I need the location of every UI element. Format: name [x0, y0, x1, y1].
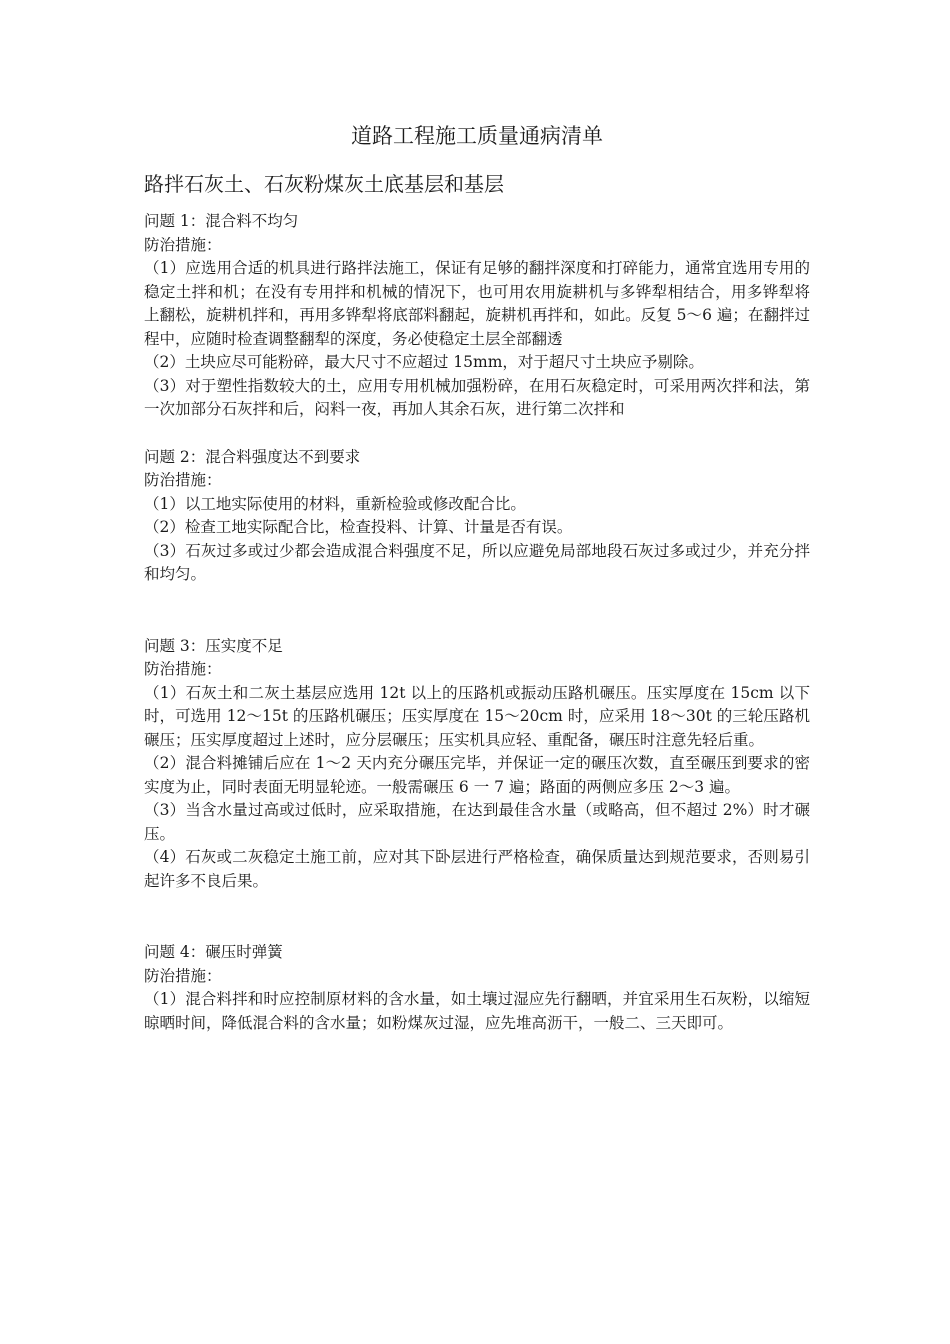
- problem-2: [144, 446, 810, 587]
- problem-4: [144, 941, 810, 1035]
- measure-item: （2）检查工地实际配合比，检查投料、计算、计量是否有误。: [144, 518, 573, 536]
- measure-item: （1）以工地实际使用的材料，重新检验或修改配合比。: [144, 494, 526, 513]
- measures-label: 防治措施：: [144, 471, 222, 489]
- measure-item: （1）石灰土和二灰土基层应选用 12t 以上的压路机或振动压路机碾压。压实厚度在 15cm 以下时，可选用 12～15t 的压路机碾压；压实厚度在 15～20cm 时，应采用 18～30t 的三轮压路机碾压；压实厚度超过上述时，应分层碾压；压实机具应轻、重配备，碾压时注意先轻后重。: [144, 683, 810, 749]
- blank-line: [144, 893, 810, 941]
- problem-3: [144, 635, 810, 894]
- measure-item: （1）混合料拌和时应控制原材料的含水量，如土壤过湿应先行翻晒，并宜采用生石灰粉，以缩短晾晒时间，降低混合料的含水量；如粉煤灰过湿，应先堆高沥干，一般二、三天即可。: [144, 990, 810, 1032]
- document-title: 道路工程施工质量通病清单: [351, 124, 603, 148]
- blank-line: [144, 587, 810, 635]
- measures-label: 防治措施：: [144, 966, 222, 985]
- measure-item: （3）对于塑性指数较大的土，应用专用机械加强粉碎，在用石灰稳定时，可采用两次拌和法，第一次加部分石灰拌和后，闷料一夜，再加人其余石灰，进行第二次拌和: [144, 376, 810, 418]
- measure-item: （3）当含水量过高或过低时，应采取措施，在达到最佳含水量（或略高，但不超过 2%）时才碾压。: [144, 801, 810, 843]
- measure-item: （1）应选用合适的机具进行路拌法施工，保证有足够的翻拌深度和打碎能力，通常宜选用专用的稳定土拌和机；在没有专用拌和机械的情况下，也可用农用旋耕机与多铧犁相结合，用多铧犁将上翻松，旋耕机拌和，再用多铧犁将底部料翻起，旋耕机再拌和，如此。反复 5～6 遍；在翻拌过程中，应随时检查调整翻犁的深度，务必使稳定土层全部翻透: [144, 259, 810, 348]
- measures-label: 防治措施：: [144, 660, 222, 678]
- measure-item: （2）混合料摊铺后应在 1～2 天内充分碾压完毕，并保证一定的碾压次数，直至碾压到要求的密实度为止，同时表面无明显轮迹。一般需碾压 6 一 7 遍；路面的两侧应多压 2～3 遍。: [144, 754, 810, 796]
- document-page: [144, 118, 810, 1035]
- problem-1: [144, 210, 810, 422]
- problem-heading: 问题 1：混合料不均匀: [144, 212, 299, 230]
- blank-line: [144, 422, 810, 446]
- section-heading: 路拌石灰土、石灰粉煤灰土底基层和基层: [144, 172, 504, 196]
- measures-label: 防治措施：: [144, 235, 222, 254]
- measure-item: （3）石灰过多或过少都会造成混合料强度不足，所以应避免局部地段石灰过多或过少，并充分拌和均匀。: [144, 541, 810, 583]
- problem-heading: 问题 2：混合料强度达不到要求: [144, 447, 361, 466]
- measure-item: （4）石灰或二灰稳定土施工前，应对其下卧层进行严格检查，确保质量达到规范要求，否则易引起许多不良后果。: [144, 848, 810, 890]
- problem-heading: 问题 3：压实度不足: [144, 636, 283, 655]
- problem-heading: 问题 4：碾压时弹簧: [144, 943, 283, 961]
- measure-item: （2）土块应尽可能粉碎，最大尺寸不应超过 15mm，对于超尺寸土块应予剔除。: [144, 353, 704, 371]
